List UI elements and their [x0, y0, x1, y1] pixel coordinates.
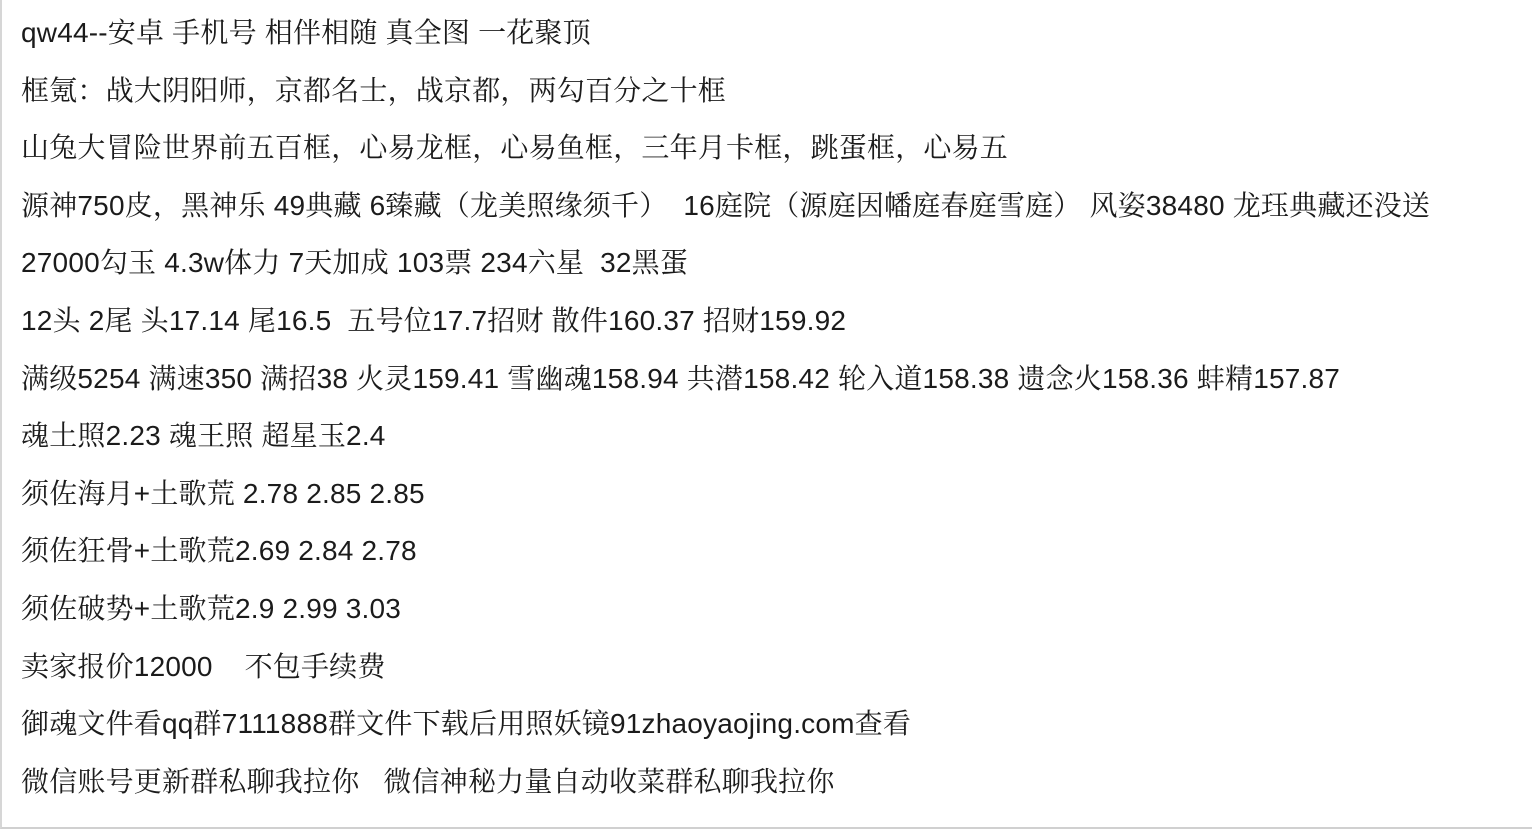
- text-line-wechat: 微信账号更新群私聊我拉你 微信神秘力量自动收菜群私聊我拉你: [21, 765, 835, 797]
- text-line-records-1: 魂土照2.23 魂王照 超星玉2.4: [21, 420, 386, 452]
- text-line-skins: 源神750皮，黑神乐 49典藏 6臻藏（龙美照缘须千） 16庭院（源庭因幡庭春庭雪庭） 风姿38480 龙珏典藏还没送: [21, 189, 1431, 221]
- text-line-records-2: 须佐海月+土歌荒 2.78 2.85 2.85: [21, 477, 425, 509]
- text-line-souls-stats: 12头 2尾 头17.14 尾16.5 五号位17.7招财 散件160.37 招财159.92: [21, 304, 847, 336]
- text-line-resources: 27000勾玉 4.3w体力 7天加成 103票 234六星 32黑蛋: [21, 247, 689, 279]
- text-line-records-4: 须佐破势+土歌荒2.9 2.99 3.03: [21, 592, 402, 624]
- text-line-frames-list: 山兔大冒险世界前五百框，心易龙框，心易鱼框，三年月卡框，跳蛋框，心易五: [21, 132, 1009, 164]
- text-line-title: qw44--安卓 手机号 相伴相随 真全图 一花聚顶: [21, 17, 591, 48]
- text-line-qq-group: 御魂文件看qq群7111888群文件下载后用照妖镜91zhaoyaojing.com查看: [21, 708, 912, 740]
- text-line-frames-paid: 框氪：战大阴阳师，京都名士，战京都，两勾百分之十框: [21, 74, 727, 106]
- text-line-price: 卖家报价12000 不包手续费: [21, 650, 386, 682]
- text-line-maxed-stats: 满级5254 满速350 满招38 火灵159.41 雪幽魂158.94 共潜158.42 轮入道158.38 遗念火158.36 蚌精157.87: [21, 362, 1341, 394]
- text-line-records-3: 须佐狂骨+土歌荒2.69 2.84 2.78: [21, 535, 417, 567]
